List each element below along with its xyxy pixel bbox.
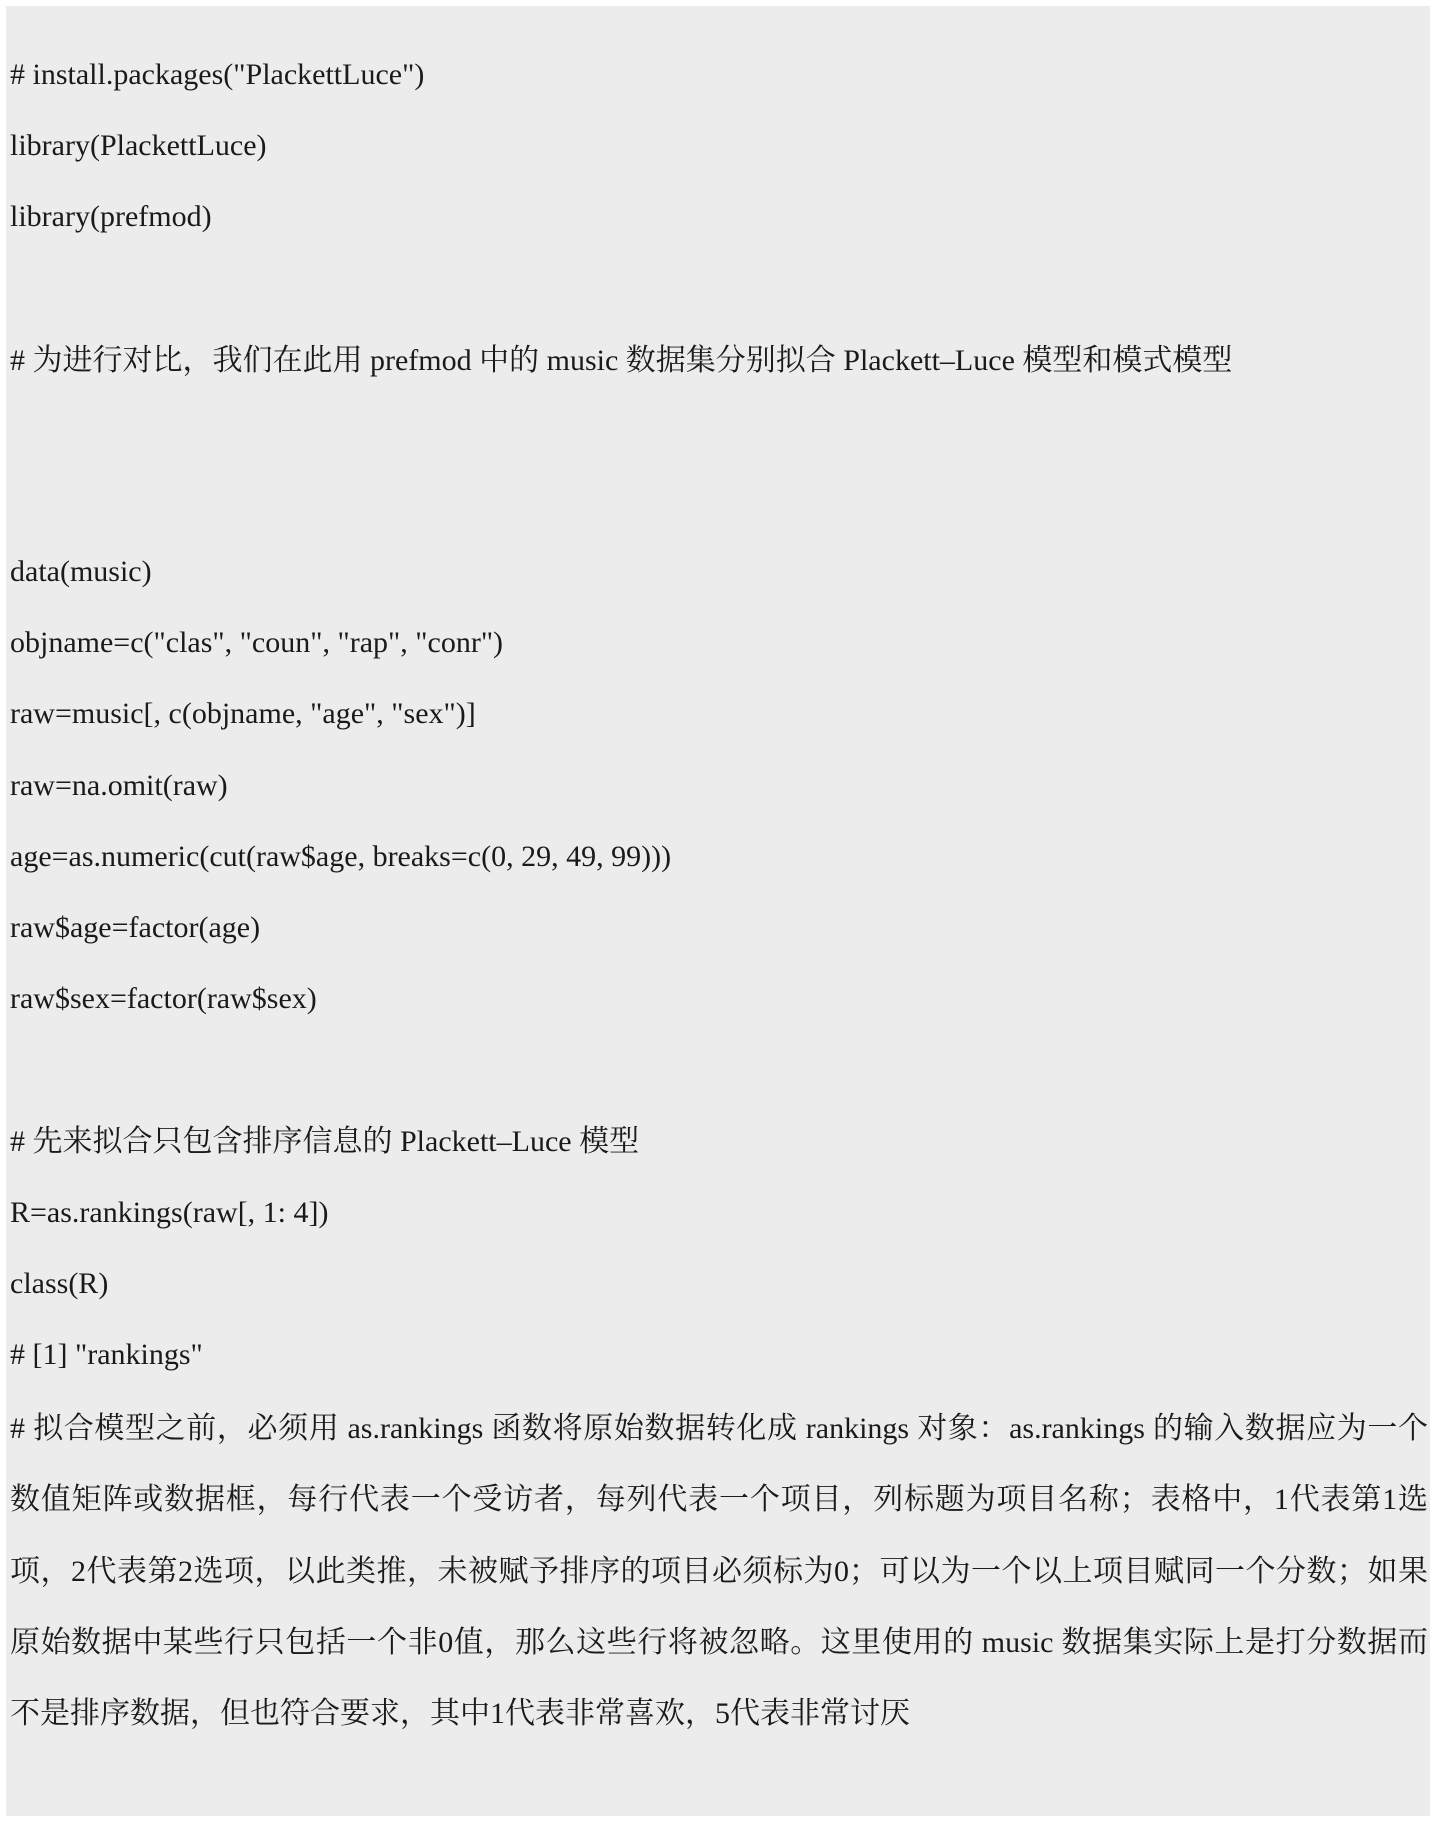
code-line: raw$sex=factor(raw$sex) [10,982,317,1015]
code-line: # install.packages("PlackettLuce") [10,58,425,91]
code-output: # [1] "rankings" [10,1338,203,1371]
code-line: class(R) [10,1267,109,1300]
code-line: data(music) [10,555,152,588]
code-line: age=as.numeric(cut(raw$age, breaks=c(0, 29, 49, 99))) [10,840,672,873]
code-line: raw=na.omit(raw) [10,769,228,802]
code-line: raw$age=factor(age) [10,911,261,944]
code-block [6,6,1430,1816]
code-line: library(prefmod) [10,200,212,233]
code-line: raw=music[, c(objname, "age", "sex")] [10,697,476,730]
code-line: library(PlackettLuce) [10,129,267,162]
code-comment: # 先来拟合只包含排序信息的 Plackett–Luce 模型 [10,1125,640,1158]
code-line: objname=c("clas", "coun", "rap", "conr") [10,626,504,659]
code-line: R=as.rankings(raw[, 1: 4]) [10,1196,329,1229]
code-comment: # 为进行对比，我们在此用 prefmod 中的 music 数据集分别拟合 Plackett–Luce 模型和模式模型 [10,344,1233,377]
code-comment: # 拟合模型之前，必须用 as.rankings 函数将原始数据转化成 rankings 对象：as.rankings 的输入数据应为一个数值矩阵或数据框，每行代表一个受访者，每列代表一个项目，列标题为项目名称；表格中，1代表第1选项，2代表第2选项，以此类推，未被赋予排序的项目必须标为0；可以为一个以上项目赋同一个分数；如果原始数据中某些行只包括一个非0值，那么这些行将被忽略。这里使用的 music 数据集实际上是打分数据而不是排序数据，但也符合要求，其中1代表非常喜欢，5代表非常讨厌 [10,1412,1428,1731]
